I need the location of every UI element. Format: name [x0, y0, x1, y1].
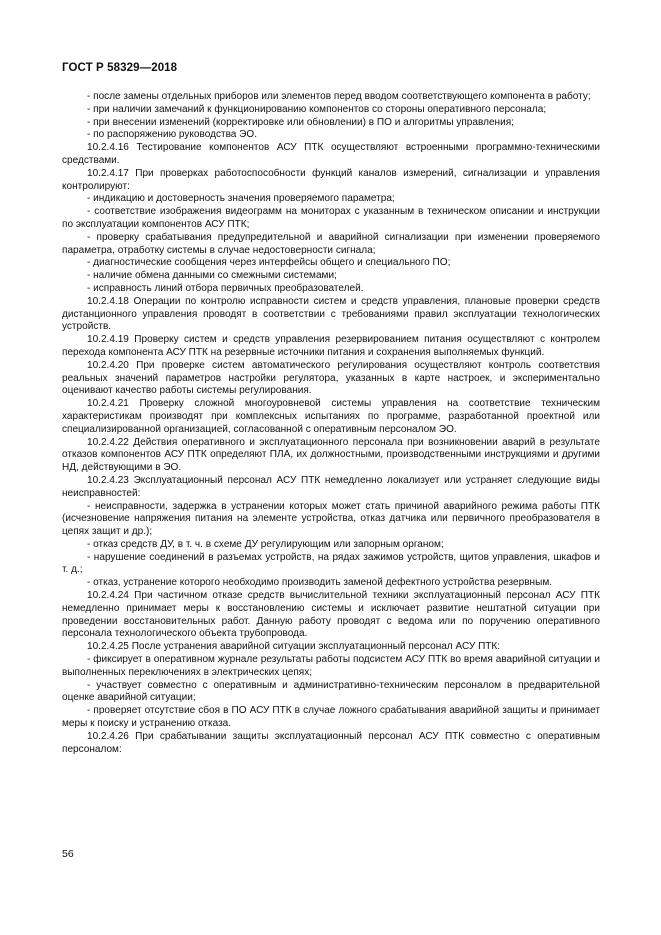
paragraph: - участвует совместно с оперативным и административно-техническим персоналом в предварительной оценке аварийной ситуации;	[62, 679, 600, 704]
document-body	[62, 91, 600, 756]
paragraph: - исправность линий отбора первичных преобразователей.	[87, 282, 364, 294]
paragraph: 10.2.4.17 При проверках работоспособности функций каналов измерений, сигнализации и управления контролируют:	[62, 167, 600, 192]
paragraph: 10.2.4.22 Действия оперативного и эксплуатационного персонала при возникновении аварий в результате отказов компонентов АСУ ПТК определяют ПЛА, их должностными, производственными инструкциями и другими НД, действующими в ЭО.	[62, 436, 600, 474]
paragraph: - индикацию и достоверность значения проверяемого параметра;	[87, 193, 395, 205]
page-number: 56	[62, 848, 74, 860]
paragraph: 10.2.4.26 При срабатывании защиты эксплуатационный персонал АСУ ПТК совместно с оперативным персоналом:	[62, 730, 600, 755]
paragraph: 10.2.4.25 После устранения аварийной ситуации эксплуатационный персонал АСУ ПТК:	[87, 641, 501, 653]
paragraph: - после замены отдельных приборов или элементов перед вводом соответствующего компонента в работу;	[87, 91, 591, 102]
paragraph: - проверяет отсутствие сбоя в ПО АСУ ПТК в случае ложного срабатывания аварийной защиты и принимает меры к поиску и устранению отказа.	[62, 705, 600, 730]
paragraph: - фиксирует в оперативном журнале результаты работы подсистем АСУ ПТК во время аварийной ситуации и выполненных переключениях в электрических цепях;	[62, 654, 600, 678]
paragraph: - неисправности, задержка в устранении которых может стать причиной аварийного режима работы ПТК (исчезновение напряжения питания на элементе устройства, отказ датчика или первичного преобразователя в цепях защит и др.);	[62, 500, 600, 538]
paragraph: 10.2.4.24 При частичном отказе средств вычислительной техники эксплуатационный персонал АСУ ПТК немедленно принимает меры к восстановлению системы и исключает развитие нештатной ситуации при проведении восстановительных работ. Данную работу проводят с ведома или по поручению оперативного персонала технологического объекта трубопровода.	[62, 590, 600, 640]
paragraph: - соответствие изображения видеограмм на мониторах с указанным в техническом описании и инструкции по эксплуатации компонентов АСУ ПТК;	[62, 206, 600, 230]
paragraph: - проверку срабатывания предупредительной и аварийной сигнализации при изменении проверяемого параметра, отработку системы в случае недостоверности сигнала;	[62, 231, 600, 256]
paragraph: - отказ, устранение которого необходимо производить заменой дефектного устройства резервным.	[87, 577, 553, 589]
paragraph: 10.2.4.21 Проверку сложной многоуровневой системы управления на соответствие техническим характеристикам производят при комплексных испытаниях по программе, разработанной проектной или специализированной организацией, согласованной с оперативным персоналом ЭО.	[62, 398, 600, 435]
paragraph: - по распоряжению руководства ЭО.	[87, 129, 257, 141]
paragraph: - при наличии замечаний к функционированию компонентов со стороны оперативного персонала;	[87, 103, 547, 115]
paragraph: 10.2.4.23 Эксплуатационный персонал АСУ ПТК немедленно локализует или устраняет следующие виды неисправностей:	[62, 474, 600, 499]
document-header-title: ГОСТ Р 58329—2018	[62, 62, 178, 74]
paragraph: - наличие обмена данными со смежными системами;	[87, 270, 337, 282]
paragraph: 10.2.4.19 Проверку систем и средств управления резервированием питания осуществляют с контролем перехода компонента АСУ ПТК на резервные источники питания и сохранения выполняемых функций.	[62, 334, 600, 358]
paragraph: - нарушение соединений в разъемах устройств, на рядах зажимов устройств, щитов управления, шкафов и т. д.;	[62, 551, 600, 576]
paragraph: 10.2.4.16 Тестирование компонентов АСУ ПТК осуществляют встроенными программно-техническими средствами.	[62, 142, 600, 166]
paragraph: 10.2.4.18 Операции по контролю исправности систем и средств управления, плановые проверки средств дистанционного управления проводят в соответствии с требованиями правил эксплуатации технологических устройств.	[62, 295, 600, 333]
paragraph: - отказ средств ДУ, в т. ч. в схеме ДУ регулирующим или запорным органом;	[87, 538, 444, 550]
paragraph: - при внесении изменений (корректировке или обновлении) в ПО и алгоритмы управления;	[87, 116, 514, 128]
paragraph: - диагностические сообщения через интерфейсы общего и специального ПО;	[87, 257, 451, 269]
paragraph: 10.2.4.20 При проверке систем автоматического регулирования осуществляют контроль соответствия реальных значений параметров настройки регулятора, указанных в карте настроек, и экспериментально оценивают качество работы системы регулирования.	[62, 359, 600, 397]
